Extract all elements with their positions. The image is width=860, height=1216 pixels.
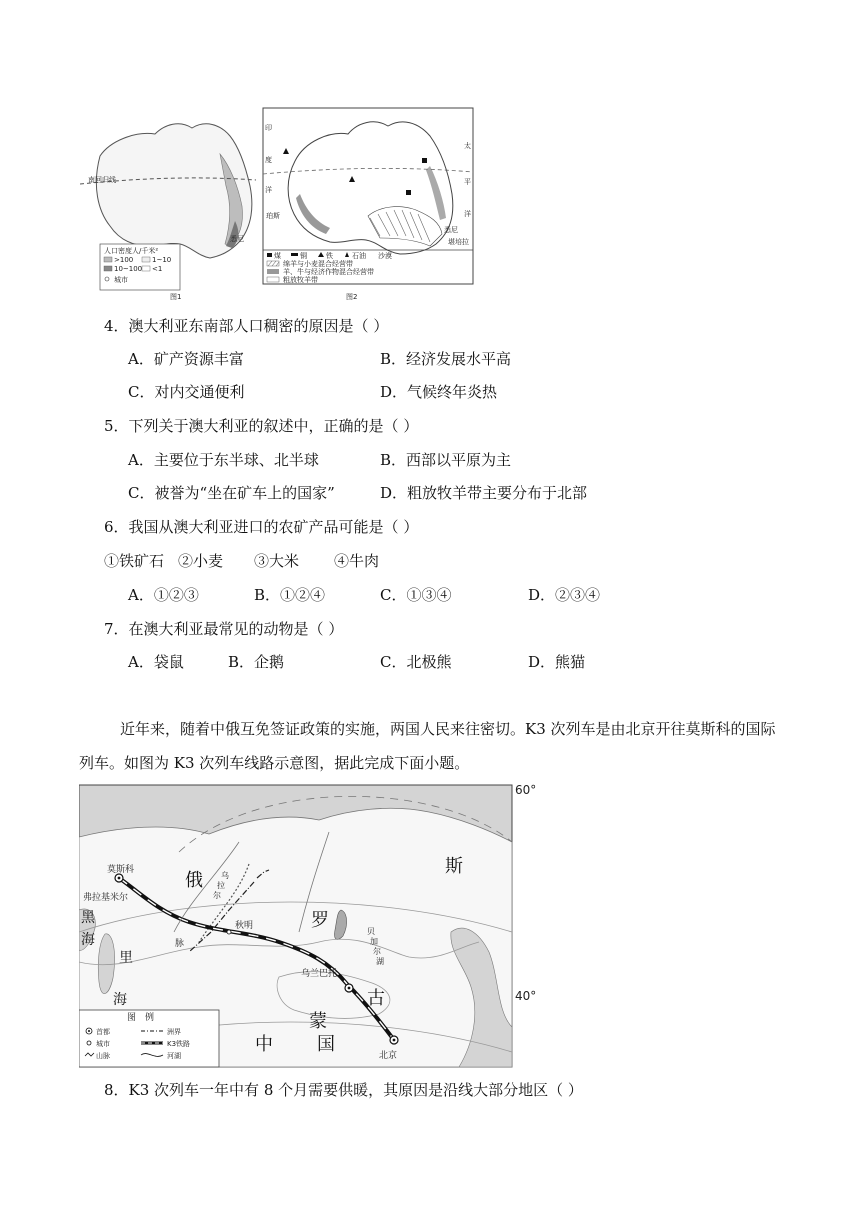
question-4-option-c: C．对内交通便利 xyxy=(128,383,245,401)
fig2-ocean-west-0: 印 xyxy=(265,124,272,132)
k3-legend-item-2: 山脉 xyxy=(96,1052,110,1060)
question-6-item-4: ④牛肉 xyxy=(334,552,380,570)
fig2-legend-mineral-3: 石油 xyxy=(352,252,366,260)
k3-route-figure xyxy=(79,782,549,1070)
question-6-option-c: C．①③④ xyxy=(380,586,452,604)
question-7-option-a: A．袋鼠 xyxy=(128,653,184,671)
fig1-caption: 图1 xyxy=(170,293,182,301)
question-6-item-2: ②小麦 xyxy=(178,552,224,570)
lake-baikal-2: 尔 xyxy=(373,947,381,956)
question-6-option-b: B．①②④ xyxy=(254,586,326,604)
fig2-legend-mineral-0: 煤 xyxy=(274,252,281,260)
question-5-option-c: C．被誉为“坐在矿车上的国家” xyxy=(128,484,335,502)
country-mongolia-1: 古 xyxy=(367,988,385,1009)
question-7-option-d: D．熊猫 xyxy=(528,653,586,671)
city-tyumen-label: 秋明 xyxy=(235,921,254,931)
question-4-option-a: A．矿产资源丰富 xyxy=(128,350,244,368)
lat-40-label: 40° xyxy=(515,989,537,1003)
sea-black-0: 黑 xyxy=(81,910,95,926)
fig2-legend-mineral-1: 铜 xyxy=(300,252,307,260)
sea-black-1: 海 xyxy=(81,932,95,948)
fig2-legend-mineral-4: 沙漠 xyxy=(378,252,392,260)
lat-60-label: 60° xyxy=(515,783,537,797)
passage-line-1: 近年来，随着中俄互免签证政策的实施，两国人民来往密切。K3 次列车是由北京开往莫斯科的国际 xyxy=(120,720,776,738)
passage-line-2: 列车。如图为 K3 次列车线路示意图，据此完成下面小题。 xyxy=(79,754,470,772)
country-russia-1: 罗 xyxy=(311,910,329,931)
fig2-ocean-east-2: 洋 xyxy=(464,210,471,218)
fig2-city-canberra: 堪培拉 xyxy=(448,238,469,246)
tyumen-city-icon xyxy=(227,930,231,934)
question-6-option-a: A．①②③ xyxy=(128,586,199,604)
fig2-legend-belt-2: 粗放牧羊带 xyxy=(283,276,318,284)
mountain-ural-2: 尔 xyxy=(213,891,221,900)
fig1-legend-item-2: 10~100 xyxy=(114,265,143,273)
question-5-option-b: B．西部以平原为主 xyxy=(380,451,512,469)
question-4-option-d: D．气候终年炎热 xyxy=(380,383,498,401)
country-mongolia-0: 蒙 xyxy=(309,1011,327,1032)
sea-caspian-1: 海 xyxy=(113,992,127,1008)
lake-baikal-3: 湖 xyxy=(376,957,384,966)
lake-baikal-1: 加 xyxy=(370,937,378,946)
country-china-0: 中 xyxy=(255,1034,273,1055)
country-russia-2: 斯 xyxy=(445,856,463,877)
question-5-option-d: D．粗放牧羊带主要分布于北部 xyxy=(380,484,588,502)
fig1-sydney-label: 悉尼 xyxy=(230,235,244,243)
mountain-ural-1: 拉 xyxy=(217,881,225,890)
fig2-legend-belt-1: 羊、牛与经济作物混合经营带 xyxy=(283,268,374,276)
fig2-map xyxy=(263,108,473,301)
city-ulaanbaatar-label: 乌兰巴托 xyxy=(301,969,338,979)
k3-route-map-svg xyxy=(79,782,549,1070)
mountain-ural-0: 乌 xyxy=(221,871,229,880)
fig2-legend-belt-0: 绵羊与小麦混合经营带 xyxy=(283,260,353,268)
question-7-option-c: C．北极熊 xyxy=(380,653,452,671)
city-beijing-label: 北京 xyxy=(379,1051,398,1061)
fig1-tropic-label: 南回归线 xyxy=(88,176,116,184)
fig1-legend-title: 人口密度人/千米² xyxy=(104,247,159,255)
k3-legend-title: 图 例 xyxy=(127,1013,155,1023)
question-5-option-a: A．主要位于东半球、北半球 xyxy=(128,451,319,469)
k3-legend-item-3: 洲界 xyxy=(167,1028,181,1036)
sea-caspian-0: 里 xyxy=(119,950,133,966)
fig2-city-perth: 珀斯 xyxy=(266,212,280,220)
fig1-legend-item-1: 1~10 xyxy=(152,256,172,264)
question-8-stem: 8．K3 次列车一年中有 8 个月需要供暖，其原因是沿线大部分地区（ ） xyxy=(104,1081,583,1099)
question-6-item-1: ①铁矿石 xyxy=(104,552,165,570)
city-moscow-label: 莫斯科 xyxy=(107,865,135,875)
k3-legend-item-4: K3铁路 xyxy=(167,1040,191,1048)
country-china-1: 国 xyxy=(317,1034,335,1055)
mountain-ural-3: 脉 xyxy=(175,939,185,949)
question-5-stem: 5．下列关于澳大利亚的叙述中，正确的是（ ） xyxy=(104,417,419,435)
fig2-ocean-east-1: 平 xyxy=(464,178,471,186)
country-russia-0: 俄 xyxy=(185,870,203,891)
fig2-ocean-east-0: 太 xyxy=(464,142,471,150)
k3-legend-item-1: 城市 xyxy=(96,1040,110,1048)
fig2-caption: 图2 xyxy=(346,293,358,301)
fig2-legend-mineral-2: 铁 xyxy=(326,252,333,260)
question-6-stem: 6．我国从澳大利亚进口的农矿产品可能是（ ） xyxy=(104,518,419,536)
k3-legend-item-5: 河湖 xyxy=(167,1052,181,1060)
australia-figure xyxy=(80,106,476,302)
question-7-option-b: B．企鹅 xyxy=(228,653,285,671)
city-legend-icon xyxy=(87,1041,91,1045)
question-6-item-3: ③大米 xyxy=(254,552,300,570)
australia-maps-svg xyxy=(80,106,476,302)
fig1-legend-item-3: <1 xyxy=(152,265,163,273)
lake-baikal-0: 贝 xyxy=(367,927,375,936)
fig2-city-sydney: 悉尼 xyxy=(444,226,458,234)
fig2-ocean-west-2: 洋 xyxy=(265,186,272,194)
question-7-stem: 7．在澳大利亚最常见的动物是（ ） xyxy=(104,620,344,638)
k3-legend-item-0: 首都 xyxy=(96,1028,110,1036)
question-6-option-d: D．②③④ xyxy=(528,586,601,604)
question-4-stem: 4．澳大利亚东南部人口稠密的原因是（ ） xyxy=(104,317,389,335)
fig2-ocean-west-1: 度 xyxy=(265,156,272,164)
fig1-legend-item-0: >100 xyxy=(114,256,134,264)
fig1-legend-city: 城市 xyxy=(114,276,128,284)
question-4-option-b: B．经济发展水平高 xyxy=(380,350,512,368)
city-vladimir-label: 弗拉基米尔 xyxy=(83,893,129,903)
fig1-map xyxy=(80,124,256,301)
